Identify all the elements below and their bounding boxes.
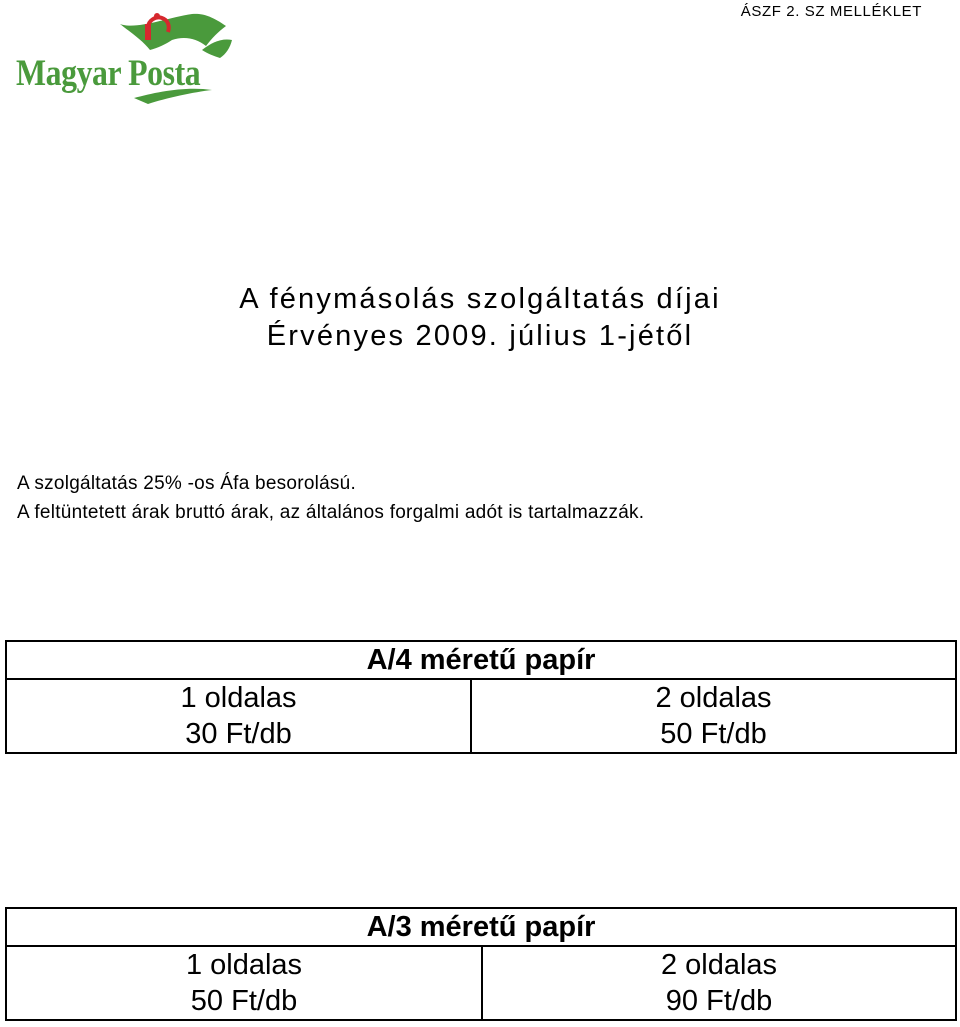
table-heading: A/3 méretű papír [6, 908, 956, 946]
magyar-posta-logo [16, 10, 240, 105]
price-cell: 50 Ft/db [6, 983, 482, 1020]
price-cell: 30 Ft/db [6, 716, 471, 753]
price-cell: 50 Ft/db [471, 716, 956, 753]
page-title: A fénymásolás szolgáltatás díjai [239, 283, 721, 315]
column-label: 2 oldalas [471, 679, 956, 716]
gross-price-note: A feltüntetett árak bruttó árak, az általános forgalmi adót is tartalmazzák. [17, 502, 645, 523]
logo-wordmark: Magyar Posta [16, 53, 201, 94]
vat-note: A szolgáltatás 25% -os Áfa besorolású. [17, 473, 357, 494]
column-label: 1 oldalas [6, 946, 482, 983]
price-cell: 90 Ft/db [482, 983, 956, 1020]
table-heading: A/4 méretű papír [6, 641, 956, 679]
column-label: 2 oldalas [482, 946, 956, 983]
annex-label: ÁSZF 2. SZ MELLÉKLET [740, 3, 922, 20]
a4-price-table [5, 640, 957, 754]
a3-price-table [5, 907, 957, 1021]
page-subtitle: Érvényes 2009. július 1-jétől [266, 320, 694, 352]
column-label: 1 oldalas [6, 679, 471, 716]
